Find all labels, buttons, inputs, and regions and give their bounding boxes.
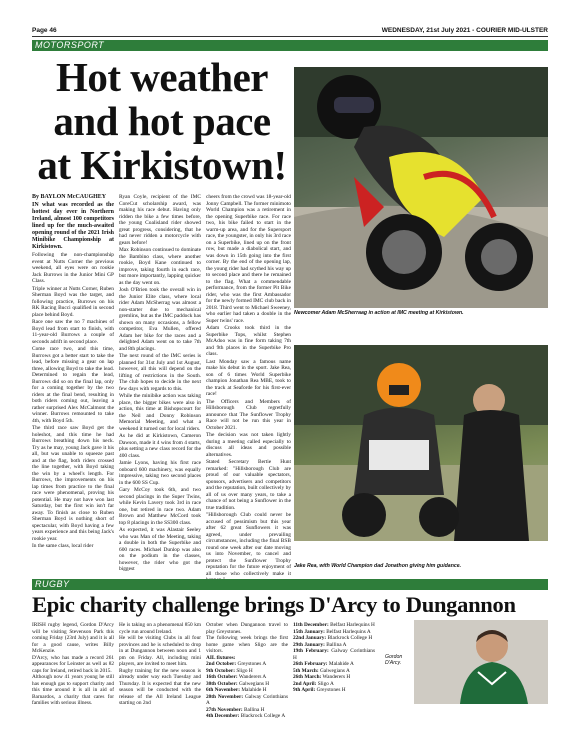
fixture-match: Sligo A xyxy=(317,680,334,687)
fixture-match: Blackrock College A xyxy=(240,713,286,719)
fixture-match: Wanderers H xyxy=(322,674,351,680)
article-paragraph: He will be visiting Clubs in all four provinces and he is scheduled to drop in at Dungannon between noon and 1 pm on Friday. All, including mini players, are invited to meet him. xyxy=(119,635,201,667)
article-paragraph: The decision was not taken lightly during a meeting called especially to discuss all ideas and possible alternatives. xyxy=(206,432,291,458)
fixture-match: Belfast Harlequins A xyxy=(326,628,371,635)
fixture-date: 11th December: xyxy=(293,622,329,628)
fixture-match: Greystones H xyxy=(316,687,346,693)
fixture-date: 27th November: xyxy=(206,706,243,713)
article-byline: By BAYLON McCAUGHEY xyxy=(32,194,107,200)
article-paragraph: cheers from the crowd was 18-year-old Jonny Campbell. The former minimoto World Champion was a retirement in the opening Superbike race. For race two, his bike failed to start in the warm-up area, and for the Supersport race, the youngster, in only his 3rd race on a Superbike, lined up on the front row, but made a diabolical start, and was down in 15th going into the first corner. By the end of the opening lap, the young rider had scythed his way up to second place and there he remained to the flag. What a commendable performance, from the former Pit Bike rider, who was the first Ambassador for the newly formed IMC club back in 2018. Third went to Michael Sweeney, who earlier had taken a double in the Super twins' race. xyxy=(206,194,291,324)
fixture-date: 6th November: xyxy=(206,687,240,693)
article-paragraph: Last Monday saw a famous name make his debut in the sport. Jake Rea, son of 6 times World Superbike champion Jonathan Rea MBE, took to the track at Seaforde for his first-ever race! xyxy=(206,358,291,397)
article-paragraph: He is taking on a phenomenal 850 km cycle run around Ireland. xyxy=(119,622,201,635)
fixture-date: 19th February: xyxy=(293,648,329,654)
fixture-match: Belfast Harlequins H xyxy=(330,622,375,628)
father-son-illustration xyxy=(294,345,548,541)
fixture-date: 26th March: xyxy=(293,674,322,680)
section-bar-rugby: RUGBY xyxy=(32,579,548,590)
motorsport-column-1 xyxy=(32,194,114,566)
article-paragraph: Stated Secretary Bertie Hunt remarked: "Hillsborough Club are proud of our valuable spectators, sponsors, advertisers and competitors and the reputation, built collectively by all of us over many years, to take a chance of not being a Sunflower in the true tradition. xyxy=(206,459,291,511)
rugby-photo-caption: Gordon D'Arcy. xyxy=(382,620,414,704)
fixture-match: Galwegians A xyxy=(319,667,350,674)
fixture-row xyxy=(293,648,375,661)
fixture-date: 15th January: xyxy=(293,628,325,635)
article-paragraph: Adam Crooks took third in the Superbike Tops, whilst Stephen McAdoo was in fine form taking 7th and 9th places in the Superbike Pro class. xyxy=(206,325,291,357)
motorsport-column-3 xyxy=(206,194,291,577)
fixture-row xyxy=(293,687,375,694)
photo-caption-minibike: Newcomer Adam McSherraag in action at IMC meeting at Kirkistown. xyxy=(294,310,464,316)
fixture-date: 4th December: xyxy=(206,713,240,719)
rugby-column-3 xyxy=(206,622,288,732)
minibike-rider-illustration xyxy=(294,67,548,308)
article-paragraph: Jamie Lyons, having his first race onboard 600 machinery, was equally impressive, taking two second places in the 600 SS Cup. xyxy=(119,460,201,486)
article-paragraph: October when Dungannon travel to play Greystones. xyxy=(206,622,288,635)
rugby-column-1 xyxy=(32,622,114,732)
page-dateline: WEDNESDAY, 21st July 2021 - COURIER MID-ULSTER xyxy=(381,27,548,34)
fixture-match: Galway Corinthians H xyxy=(293,648,376,661)
article-paragraph: As expected, it was Alastair Seeley who was Man of the Meeting, taking a double in both the Superbike and 600 races. Michael Dunlop was also on the podium in the classes, however, the rider who got the biggest xyxy=(119,527,201,572)
fixture-date: 9th October: xyxy=(206,667,235,674)
fixture-match: Wanderers A xyxy=(238,674,267,680)
fixture-row xyxy=(206,713,288,720)
fixture-date: 22nd January: xyxy=(293,635,327,641)
article-paragraph: "Hillsborough Club could never be accused of pessimism but this year after 62 great Sunflowers it was agreed, under prevailing circumstances, including the final BSB round one week after our date moving us into November, to cancel and protect the Sunflower Trophy reputation for the future enjoyment of all those who collectively make it xyxy=(206,512,291,577)
fixture-match: Malahide H xyxy=(241,687,267,693)
article-paragraph: Come race two, and this time, Burrows got a better start to take the lead, before missing a gear on lap three, allowing Boyd to take the lead. Determined to regain the lead, Burrows did so on the final lap, only for a coming together by the two riders at the final bend, resulting in both riders coming out, leaving a rather surprised Alex McCalmont the winner. Burrows remounted to take 4th, with Boyd 5th. xyxy=(32,346,114,424)
fixture-match: Ballina A xyxy=(326,641,347,648)
article-paragraph: Ryan Coyle, recipient of the IMC CoreCut scholarship award, was making his race debut. Having only ridden the bike a few times before, the young Coalisland rider showed great progress, considering, that he had never ridden a motorcycle with gears before! xyxy=(119,194,201,246)
article-paragraph: The next round of the IMC series is planned for 31st July and 1st August, however, all this will depend on the lifting of restrictions in the South. The club hopes to decide in the next few days with regards to this. xyxy=(119,353,201,392)
fixture-match: Malahide A xyxy=(328,661,354,667)
article-paragraph: Gary McCoy took 6th, and two second placings in the Super Twins, while Kevin Lavery took 3rd in race one, but retired in race two. Adam Brown and Matthew McCord took top 8 placings in the SS300 class. xyxy=(119,487,201,526)
minibike-rider-photo xyxy=(294,67,548,308)
article-paragraph: As he did at Kirkistown, Cameron Dawson, made it 4 wins from 4 starts, plus setting a new class record for the 400 class. xyxy=(119,433,201,459)
fixture-date: 2nd April: xyxy=(293,680,317,687)
motorsport-column-2 xyxy=(119,194,201,572)
article-paragraph: Max Robinson continued to dominate the Bambino class, where another rookie, Boyd Kane continued to improve, taking fourth in each race, but more importantly, lapping quicker as the day went on. xyxy=(119,247,201,286)
fixture-date: 30th October: xyxy=(206,680,238,687)
rugby-column-4 xyxy=(293,622,375,732)
article-lead: IN what was recorded as the hottest day ever in Northern Ireland, almost 100 competitors lined up for the much-awaited opening round of the 2021 Irish Minibike Championship at Kirkistown. xyxy=(32,202,114,250)
section-bar-motorsport: MOTORSPORT xyxy=(32,40,548,51)
page-number: Page 46 xyxy=(32,27,57,34)
article-paragraph: The third race saw Boyd get the holeshot, and this time he had Burrows breathing down his neck. Try as he may, young Jack gave it his all, but was unable to squeeze past and at the flag, both riders crossed the line together, with Boyd taking the win by a wheel's length. For Burrows, the improvements on his lap times from practice to the final race were phenomenal, proving his potential. He may not have won last Saturday, but the first win isn't far away. To finish as close to Ruben Sherman Boyd is nothing short of spectacular, with Boyd having a few years experience and this being Jack's rookie year. xyxy=(32,425,114,542)
fixture-date: 5th March: xyxy=(293,667,319,674)
fixture-match: Ballina H xyxy=(243,706,265,713)
article-paragraph: Triple winner at Nutts Corner, Ruben Sherman Boyd was the target, and following practice, Burrows on his RK Racing Bucci qualified in second place behind Boyd. xyxy=(32,285,114,318)
article-paragraph: In the same class, local rider xyxy=(32,543,94,549)
fixture-match: Sligo H xyxy=(236,667,253,674)
motorsport-headline: Hot weather and hot pace at Kirkistown! xyxy=(37,54,287,188)
fixture-date: 9th April: xyxy=(293,687,316,693)
fixtures-title: AIL fixtures: xyxy=(206,654,236,661)
fixture-date: 29th January: xyxy=(293,641,325,648)
article-paragraph: Following the non-championship event at Nutts Corner the previous weekend, all eyes were on rookie Jack Burrows in the Junior Mini GP Class. xyxy=(32,252,114,284)
fixture-row xyxy=(206,694,288,707)
article-paragraph: IRISH rugby legend, Gordon D'Arcy will be visiting Stevenson Park this coming Friday (23rd July) and it is all for a good cause, writes Billy McKenzie. xyxy=(32,622,114,654)
article-paragraph: Race one saw the no 7 machines of Boyd lead from start to finish, with 11-year-old Burrows a couple of seconds adrift in second place. xyxy=(32,319,114,345)
father-son-photo xyxy=(294,345,548,541)
fixture-date: 16th October: xyxy=(206,674,238,680)
article-paragraph: Rugby training for the new season is already under way each Tuesday and Thursday. It is expected that the new season will be conducted with the release of the All Ireland League starting on 2nd xyxy=(119,667,201,706)
article-paragraph: While the minibike action was taking place, the bigger bikes were also in action, this time at Bishopscourt for the Neil and Donny Robinson Memorial Meeting, and what a weekend it turned out for local riders. xyxy=(119,393,201,432)
rugby-column-2 xyxy=(119,622,201,732)
gordon-darcy-photo xyxy=(382,620,548,704)
fixture-date: 26th February: xyxy=(293,661,328,667)
article-paragraph: The following week brings the first home game when Sligo are the visitors. xyxy=(206,635,288,654)
article-paragraph: Although now 41 years young he still has enough gas to support charity and this time around it is all in aid of Barnardos, a charity that cares for families with serious illness. xyxy=(32,674,114,706)
fixture-match: Greystones A xyxy=(237,661,267,667)
fixture-match: Galwegians H xyxy=(238,680,270,687)
article-paragraph: The Officers and Members of Hillsborough Club regretfully announce that The Sunflower Trophy Race will not be run this year in October 2021. xyxy=(206,398,291,431)
article-paragraph: D'Arcy, who has made a record 261 appearances for Leinster as well as 82 caps for Ireland, retired back in 2015. xyxy=(32,654,114,674)
photo-caption-father-son: Jake Rea, with World Champion dad Jonathon giving him guidance. xyxy=(294,563,462,569)
fixture-match: Galway Corinthians A xyxy=(206,693,289,706)
page-folio xyxy=(32,23,548,37)
rugby-headline: Epic charity challenge brings D'Arcy to Dungannon xyxy=(32,592,516,617)
article-paragraph: Josh O'Brien took the overall win in the Junior Elite class, where local rider Adam McSherrag was almost a non-starter due to mechanical gremlins, but as the IMC paddock has shown on many occasions, a fellow competitor, Eva Mullen, offered Adam her bike for the races and a delighted Adam went on to take 7th and 8th placings. xyxy=(119,287,201,352)
fixture-date: 2nd October: xyxy=(206,661,237,667)
fixture-match: Blackrock College H xyxy=(327,635,373,641)
fixture-date: 20th November: xyxy=(206,693,244,700)
